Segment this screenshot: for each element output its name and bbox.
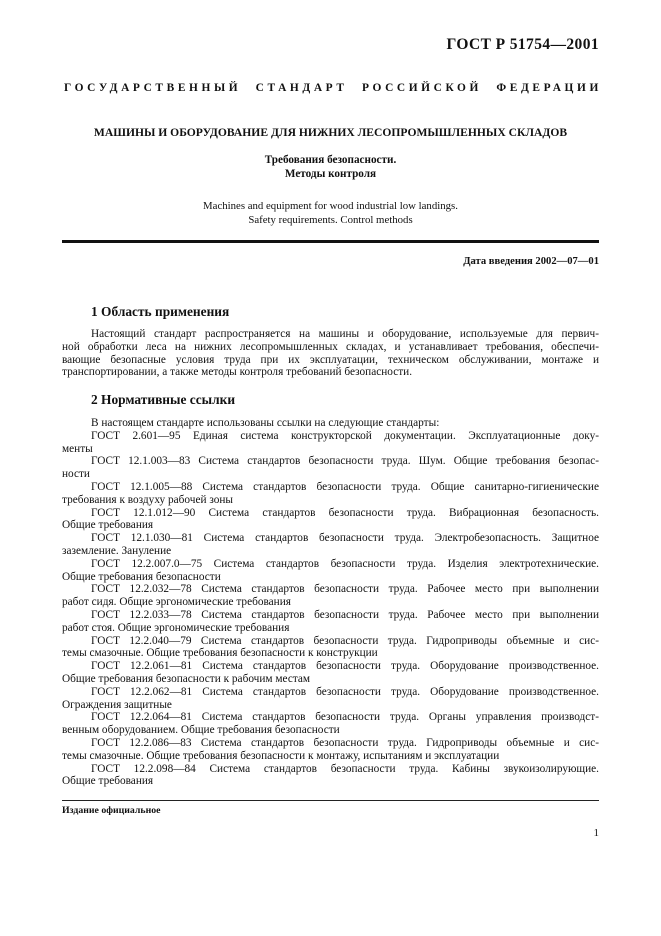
document-title: МАШИНЫ И ОБОРУДОВАНИЕ ДЛЯ НИЖНИХ ЛЕСОПРОМЫШЛЕННЫХ СКЛАДОВ xyxy=(93,126,568,139)
reference-line: ГОСТ 12.1.012—90 Система стандартов безопасности труда. Вибрационная безопасность. xyxy=(91,506,599,519)
gost-code: ГОСТ Р 51754—2001 xyxy=(446,36,599,53)
official-edition-note: Издание официальное xyxy=(62,805,161,816)
reference-line: венным оборудованием. Общие требования безопасности xyxy=(62,724,340,737)
reference-line: ГОСТ 12.1.030—81 Система стандартов безопасности труда. Электробезопасность. Защитное xyxy=(91,532,599,545)
paragraph-line: Настоящий стандарт распространяется на машины и оборудование, используемые для первич- xyxy=(91,328,599,340)
reference-line: заземление. Зануление xyxy=(62,544,172,557)
reference-line: ГОСТ 12.1.003—83 Система стандартов безопасности труда. Шум. Общие требования безопас- xyxy=(91,455,599,468)
reference-line: Общие требования безопасности xyxy=(62,570,221,583)
reference-line: Ограждения защитные xyxy=(62,698,172,711)
page-number: 1 xyxy=(593,827,599,839)
section-heading-scope: 1 Область применения xyxy=(91,304,230,319)
reference-line: ГОСТ 12.2.086—83 Система стандартов безопасности труда. Гидроприводы объемные и сис- xyxy=(91,736,599,749)
section-heading-references: 2 Нормативные ссылки xyxy=(91,392,236,407)
scope-paragraph xyxy=(62,328,599,379)
reference-line: ГОСТ 12.2.040—79 Система стандартов безопасности труда. Гидроприводы объемные и сис- xyxy=(91,634,599,647)
english-title xyxy=(62,199,599,227)
references-list xyxy=(62,417,599,788)
intro-date: Дата введения 2002—07—01 xyxy=(463,256,599,267)
reference-line: ГОСТ 12.2.098—84 Система стандартов безопасности труда. Кабины звукоизолирующие. xyxy=(91,762,599,775)
english-title-line: Machines and equipment for wood industrial low landings. xyxy=(203,200,458,212)
document-subtitle xyxy=(62,153,599,181)
reference-line: темы смазочные. Общие требования безопасности к монтажу, испытаниям и эксплуатации xyxy=(62,749,500,762)
reference-line: менты xyxy=(62,442,93,455)
reference-line: Общие требования xyxy=(62,775,154,788)
subtitle-line: Методы контроля xyxy=(284,168,377,180)
reference-line: ГОСТ 12.2.007.0—75 Система стандартов безопасности труда. Изделия электротехнические. xyxy=(91,557,599,570)
reference-line: ГОСТ 2.601—95 Единая система конструкторской документации. Эксплуатационные доку- xyxy=(91,429,599,442)
reference-line: ности xyxy=(62,468,90,481)
reference-line: работ стоя. Общие эргономические требования xyxy=(62,621,290,634)
reference-line: ГОСТ 12.2.033—78 Система стандартов безопасности труда. Рабочее место при выполнении xyxy=(91,608,599,621)
reference-line: ГОСТ 12.2.062—81 Система стандартов безопасности труда. Оборудование производственное. xyxy=(91,685,599,698)
paragraph-line: ной обработки леса на нижних лесопромышленных складах, и устанавливает требования, обеспечи- xyxy=(62,340,599,353)
reference-line: ГОСТ 12.2.032—78 Система стандартов безопасности труда. Рабочее место при выполнении xyxy=(91,583,599,596)
english-title-line: Safety requirements. Control methods xyxy=(248,214,413,226)
subtitle-line: Требования безопасности. xyxy=(264,154,397,166)
state-standard-banner: ГОСУДАРСТВЕННЫЙ СТАНДАРТ РОССИЙСКОЙ ФЕДЕРАЦИИ xyxy=(64,82,602,94)
reference-line: Общие требования безопасности к рабочим местам xyxy=(62,672,311,685)
header-divider xyxy=(62,240,599,243)
footer-divider xyxy=(62,800,599,801)
reference-line: темы смазочные. Общие требования безопасности к конструкции xyxy=(62,647,378,660)
paragraph-line: транспортировании, а также методы контроля требований безопасности. xyxy=(62,366,413,379)
reference-line: ГОСТ 12.2.061—81 Система стандартов безопасности труда. Оборудование производственное. xyxy=(91,660,599,673)
reference-line: требования к воздуху рабочей зоны xyxy=(62,493,234,506)
reference-line: работ сидя. Общие эргономические требования xyxy=(62,596,291,609)
reference-line: ГОСТ 12.1.005—88 Система стандартов безопасности труда. Общие санитарно-гигиенические xyxy=(91,480,599,493)
paragraph-line: вающие безопасные условия труда при их эксплуатации, техническом обслуживании, монтаже и xyxy=(62,353,599,366)
reference-line: Общие требования xyxy=(62,519,154,532)
references-intro: В настоящем стандарте использованы ссылки на следующие стандарты: xyxy=(91,417,440,429)
reference-line: ГОСТ 12.2.064—81 Система стандартов безопасности труда. Органы управления производст- xyxy=(91,711,599,724)
